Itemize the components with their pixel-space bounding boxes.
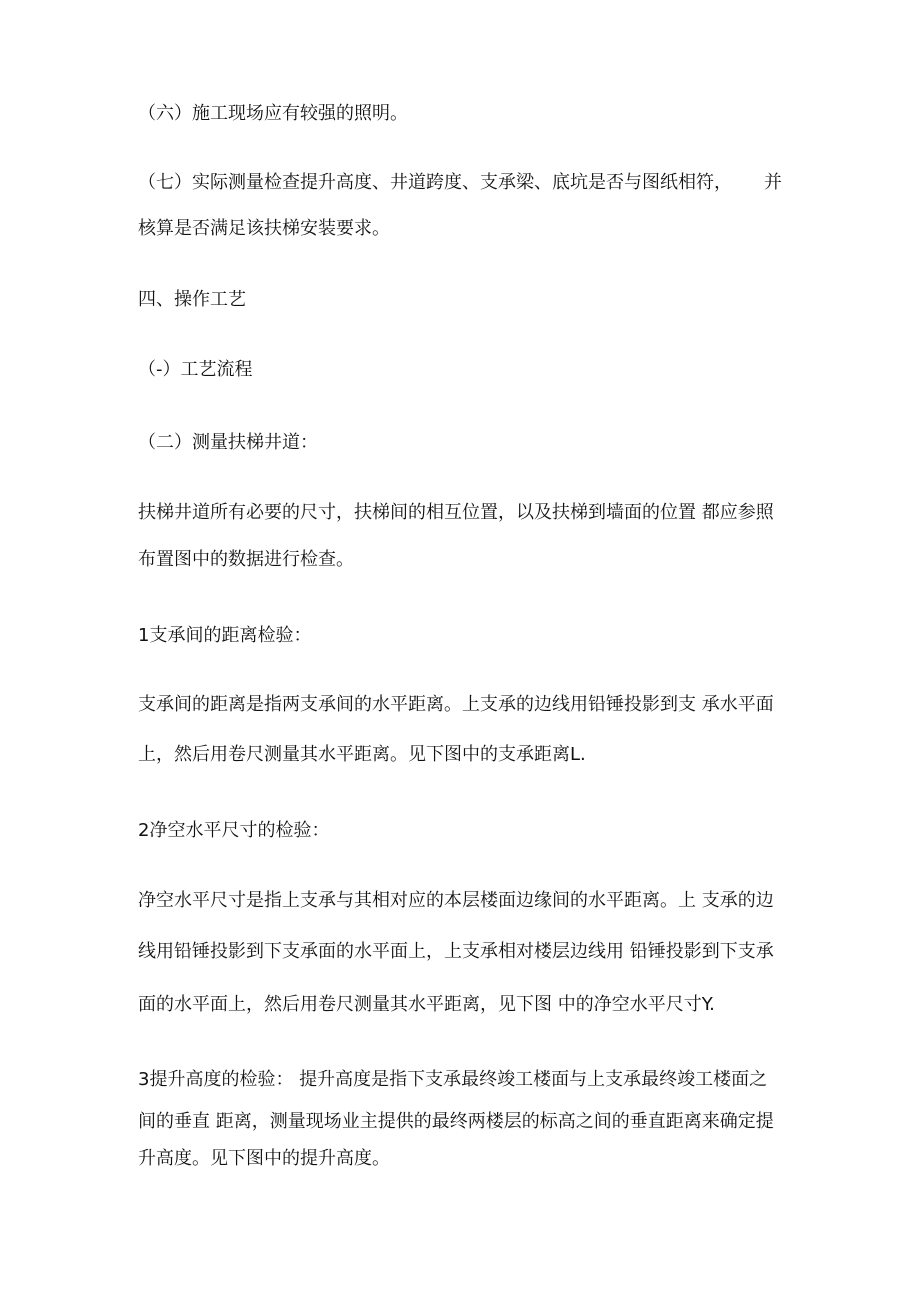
paragraph-seven-line-1-end: 并 — [764, 172, 782, 193]
paragraph-seven-line-2: 核算是否满足该扶梯安装要求。 — [138, 218, 390, 239]
paragraph-seven-line-1: （七）实际测量检查提升高度、井道跨度、支承梁、底坑是否与图纸相符， — [138, 172, 732, 193]
body-paragraph-line-1: 扶梯井道所有必要的尺寸，扶梯间的相互位置，以及扶梯到墙面的位置 都应参照 — [138, 502, 774, 523]
item-3-line-2: 间的垂直 距离，测量现场业主提供的最终两楼层的标高之间的垂直距离来确定提 — [138, 1111, 774, 1132]
paragraph-six: （六）施工现场应有较强的照明。 — [138, 103, 408, 124]
item-1-line-1: 支承间的距离是指两支承间的水平距离。上支承的边线用铅锤投影到支 承水平面 — [138, 694, 774, 715]
item-1-title: 1支承间的距离检验： — [138, 625, 312, 646]
subsection-process-flow: （-）工艺流程 — [138, 359, 253, 380]
item-3-line-1: 3提升高度的检验： 提升高度是指下支承最终竣工楼面与上支承最终竣工楼面之 — [138, 1069, 768, 1090]
item-2-line-2: 线用铅锤投影到下支承面的水平面上，上支承相对楼层边线用 铅锤投影到下支承 — [138, 941, 774, 962]
item-1-line-2: 上，然后用卷尺测量其水平距离。见下图中的支承距离L. — [138, 744, 586, 765]
item-2-line-1: 净空水平尺寸是指上支承与其相对应的本层楼面边缘间的水平距离。上 支承的边 — [138, 890, 774, 911]
section-heading-four: 四、操作工艺 — [138, 289, 246, 310]
item-2-line-3: 面的水平面上，然后用卷尺测量其水平距离，见下图 中的净空水平尺寸Y. — [138, 994, 715, 1015]
body-paragraph-line-2: 布置图中的数据进行检查。 — [138, 549, 354, 570]
subsection-measure-shaft: （二）测量扶梯井道： — [138, 432, 318, 453]
item-3-line-3: 升高度。见下图中的提升高度。 — [138, 1148, 390, 1169]
item-2-title: 2净空水平尺寸的检验： — [138, 820, 330, 841]
